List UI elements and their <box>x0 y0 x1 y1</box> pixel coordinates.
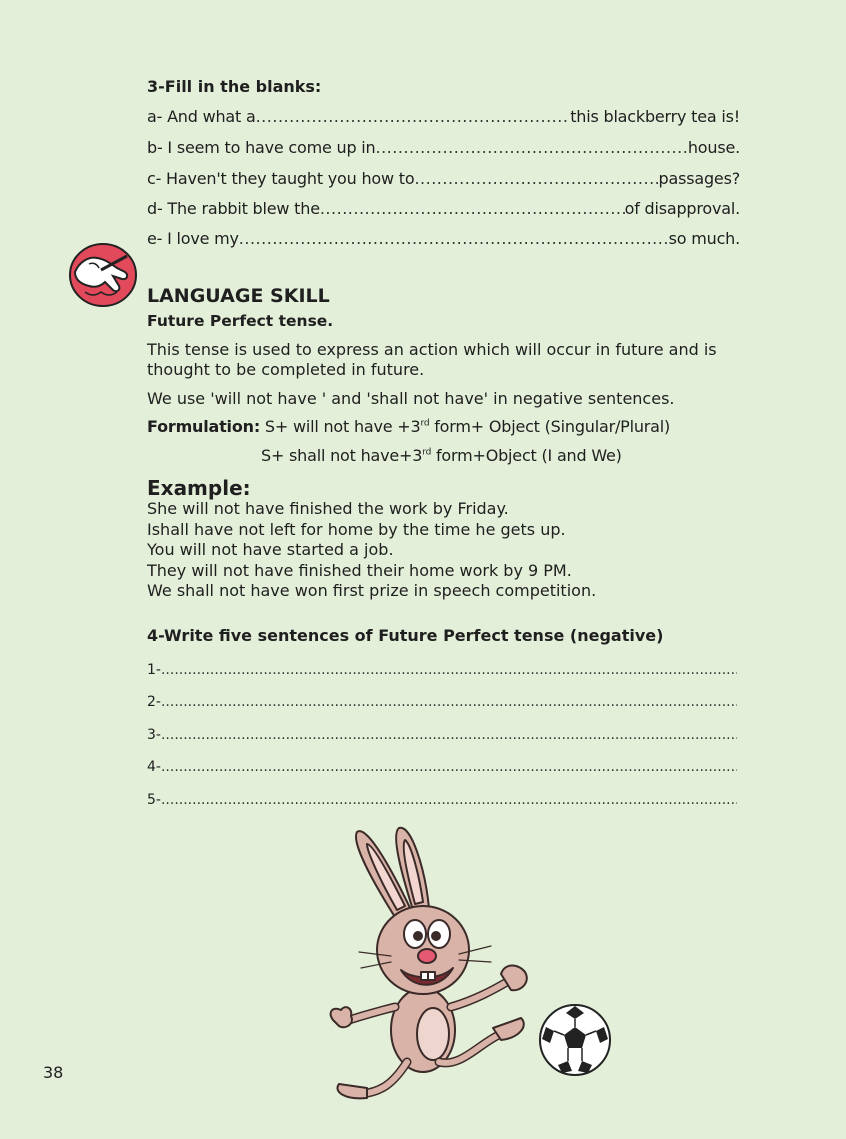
blank-item-d <box>147 199 740 218</box>
formula-sup: rd <box>422 447 432 458</box>
answer-dots[interactable] <box>161 727 737 743</box>
blank-suffix: so much. <box>668 229 740 248</box>
formulation-line-1 <box>147 417 670 436</box>
blank-item-c <box>147 169 740 188</box>
example-line: We shall not have won first prize in speech competition. <box>147 581 597 600</box>
tense-description: This tense is used to express an action which will occur in future and is thought to be completed in future. <box>147 340 717 379</box>
answer-line-1 <box>147 662 737 678</box>
blank-dots[interactable] <box>320 199 625 218</box>
blank-suffix: passages? <box>658 169 740 188</box>
answer-dots[interactable] <box>161 759 737 775</box>
answer-dots[interactable] <box>161 792 737 808</box>
blank-suffix: of disapproval. <box>624 199 740 218</box>
rabbit-illustration <box>315 822 545 1107</box>
answer-number: 2- <box>147 694 161 710</box>
answer-line-2 <box>147 694 737 710</box>
example-list <box>147 499 596 602</box>
formulation-line-2 <box>261 446 622 465</box>
blank-dots[interactable] <box>239 229 669 248</box>
example-line: Ishall have not left for home by the time he gets up. <box>147 519 566 539</box>
language-skill-heading: LANGUAGE SKILL <box>147 285 330 307</box>
blank-dots[interactable] <box>414 169 658 188</box>
section3-title: 3-Fill in the blanks: <box>147 77 322 96</box>
answer-number: 3- <box>147 727 161 743</box>
formula-text: form+Object (I and We) <box>431 446 622 465</box>
answer-line-3 <box>147 727 737 743</box>
blank-suffix: this blackberry tea is! <box>570 107 740 126</box>
blank-suffix: house. <box>687 138 740 157</box>
answer-number: 1- <box>147 662 161 678</box>
page-number: 38 <box>43 1063 64 1082</box>
answer-dots[interactable] <box>161 662 737 678</box>
blank-prefix: b- I seem to have come up in <box>147 138 376 157</box>
answer-number: 4- <box>147 759 161 775</box>
blank-dots[interactable] <box>375 138 687 157</box>
formulation-label: Formulation: <box>147 417 261 436</box>
formula-text: form+ Object (Singular/Plural) <box>429 417 671 436</box>
example-heading: Example: <box>147 476 251 500</box>
example-line: You will not have started a job. <box>147 540 394 559</box>
answer-line-4 <box>147 759 737 775</box>
hand-writing-icon <box>67 242 139 308</box>
formula-text: S+ will not have +3 <box>264 417 421 436</box>
blank-item-b <box>147 138 740 157</box>
formula-sup: rd <box>420 418 430 429</box>
blank-prefix: c- Haven't they taught you how to <box>147 169 415 188</box>
blank-prefix: d- The rabbit blew the <box>147 199 320 218</box>
example-line: She will not have finished the work by Friday. <box>147 499 509 518</box>
blank-item-e <box>147 229 740 248</box>
section4-title: 4-Write five sentences of Future Perfect tense (negative) <box>147 626 664 645</box>
formula-text: S+ shall not have+3 <box>261 446 423 465</box>
soccer-ball-icon <box>538 1003 612 1077</box>
blank-dots[interactable] <box>256 107 571 126</box>
blank-prefix: a- And what a <box>147 107 256 126</box>
answer-dots[interactable] <box>161 694 737 710</box>
answer-line-5 <box>147 792 737 808</box>
answer-number: 5- <box>147 792 161 808</box>
tense-subheading: Future Perfect tense. <box>147 312 334 330</box>
blank-item-a <box>147 107 740 126</box>
negative-usage-note: We use 'will not have ' and 'shall not have' in negative sentences. <box>147 389 675 408</box>
example-line: They will not have finished their home work by 9 PM. <box>147 560 572 580</box>
blank-prefix: e- I love my <box>147 229 239 248</box>
